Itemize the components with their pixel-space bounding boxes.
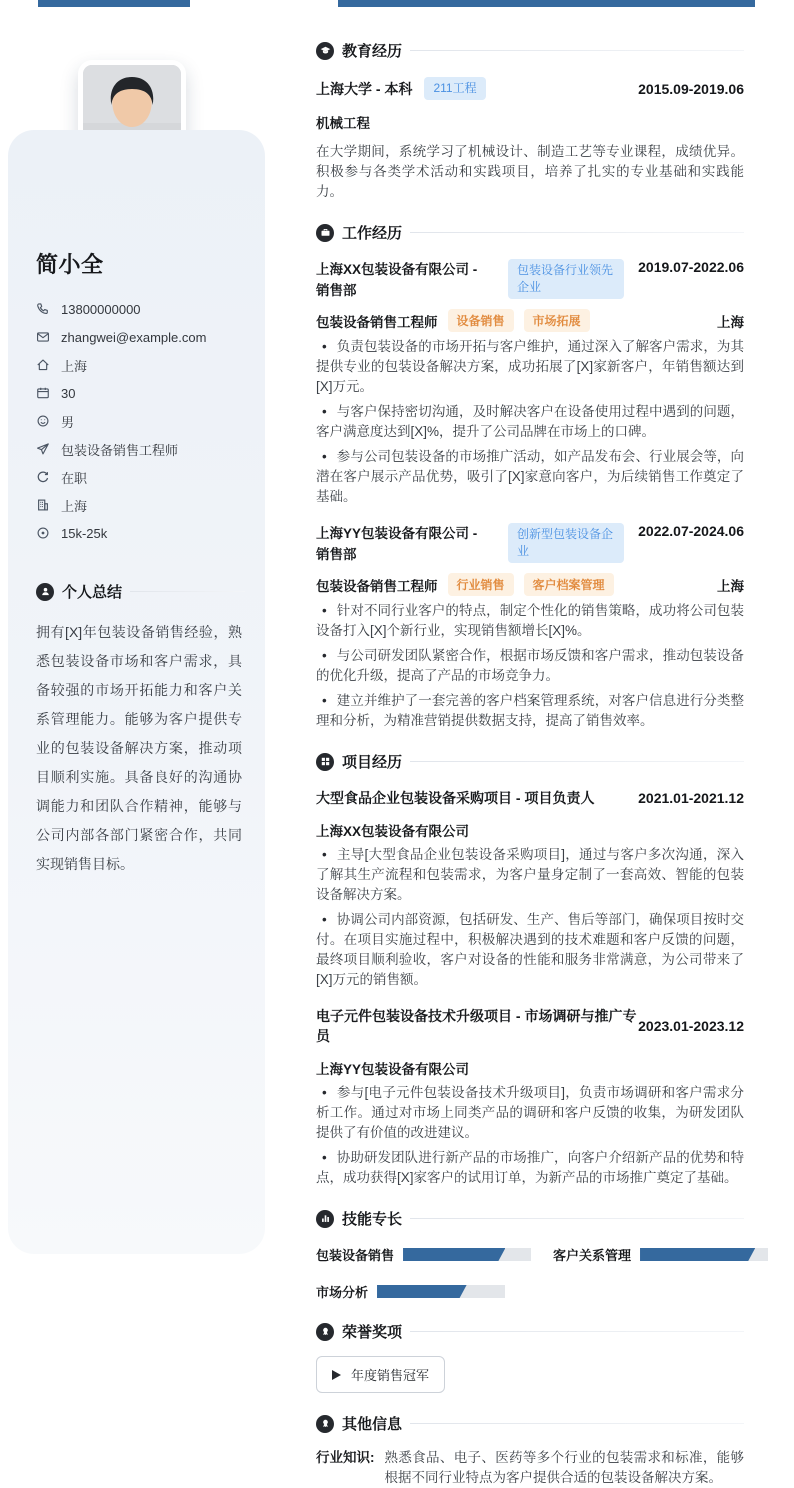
job-tag: 设备销售 xyxy=(448,309,514,332)
job-bullet: • 针对不同行业客户的特点，制定个性化的销售策略，成功将公司包装设备打入[X]个新行业，实现销售额增长[X]%。 xyxy=(316,601,744,641)
gender-icon xyxy=(36,414,50,428)
contact-age-value: 30 xyxy=(61,385,76,401)
other-header xyxy=(316,1413,744,1434)
contact-home-city xyxy=(36,351,245,379)
project-date: 2023.01-2023.12 xyxy=(638,1018,744,1034)
skill-item xyxy=(316,1245,531,1264)
candidate-name: 简小全 xyxy=(36,252,104,277)
job-bullets xyxy=(316,337,744,507)
education-entry-row xyxy=(316,77,744,100)
person-icon xyxy=(36,583,54,601)
graduation-cap-icon xyxy=(316,42,334,60)
job-tag: 客户档案管理 xyxy=(524,573,614,596)
education-title: 教育经历 xyxy=(342,43,403,60)
skill-label: 市场分析 xyxy=(316,1285,369,1300)
honors-header xyxy=(316,1321,744,1342)
main-column xyxy=(316,40,744,1488)
section-divider xyxy=(410,1423,744,1424)
honor-label: 年度销售冠军 xyxy=(351,1368,430,1383)
section-work xyxy=(316,222,744,731)
play-icon xyxy=(332,1370,341,1380)
other-title: 其他信息 xyxy=(342,1416,403,1433)
contact-email-value: zhangwei@example.com xyxy=(61,329,207,345)
section-divider xyxy=(410,1218,744,1219)
job-bullet: • 与客户保持密切沟通，及时解决客户在设备使用过程中遇到的问题，客户满意度达到[X]%，提升了公司品牌在市场上的口碑。 xyxy=(316,402,744,442)
projects-header xyxy=(316,751,744,772)
job-bullet: • 建立并维护了一套完善的客户档案管理系统，对客户信息进行分类整理和分析，为精准营销提供数据支持，提高了销售效率。 xyxy=(316,691,744,731)
contact-target-role xyxy=(36,435,245,463)
contact-gender xyxy=(36,407,245,435)
job-tag: 市场拓展 xyxy=(524,309,590,332)
summary-header xyxy=(36,581,245,602)
status-icon xyxy=(36,470,50,484)
age-icon xyxy=(36,386,50,400)
sidebar xyxy=(8,130,265,1254)
contact-age xyxy=(36,379,245,407)
work-title: 工作经历 xyxy=(342,225,403,242)
education-date: 2015.09-2019.06 xyxy=(638,80,744,97)
project-bullet: • 协调公司内部资源，包括研发、生产、售后等部门，确保项目按时交付。在项目实施过程中，积极解决遇到的技术难题和客户反馈的问题，最终项目顺利验收，客户对设备的性能和服务非常满意，为公司带来了[X]万元的销售额。 xyxy=(316,910,744,990)
section-education xyxy=(316,40,744,202)
skills-title: 技能专长 xyxy=(342,1211,403,1228)
contact-salary-value: 15k-25k xyxy=(61,525,108,541)
projects-title: 项目经历 xyxy=(342,754,403,771)
honor-chip[interactable] xyxy=(316,1356,445,1393)
home-icon xyxy=(36,358,50,372)
education-school: 上海大学 - 本科 xyxy=(316,80,413,97)
medal-icon xyxy=(316,1323,334,1341)
job-role: 包装设备销售工程师 xyxy=(316,314,438,330)
project-bullet: • 协助研发团队进行新产品的市场推广，向客户介绍新产品的优势和特点，成功获得[X]家客户的试用订单，为新产品的市场推广奠定了基础。 xyxy=(316,1148,744,1188)
project-bullet: • 主导[大型食品企业包装设备采购项目]，通过与客户多次沟通，深入了解其生产流程和包装需求，为客户量身定制了一套高效、智能的包装设备解决方案。 xyxy=(316,845,744,905)
education-description: 在大学期间，系统学习了机械设计、制造工艺等专业课程，成绩优异。积极参与各类学术活动和实践项目，培养了扎实的专业基础和实践能力。 xyxy=(316,144,744,199)
job-company-badge: 包装设备行业领先企业 xyxy=(508,259,624,299)
job-bullet: • 与公司研发团队紧密合作，根据市场反馈和客户需求，推动包装设备的优化升级，提高了产品的市场竞争力。 xyxy=(316,646,744,686)
other-info-text: 熟悉食品、电子、医药等多个行业的包装需求和标准，能够根据不同行业特点为客户提供合适的包装设备解决方案。 xyxy=(384,1450,744,1485)
section-divider xyxy=(410,1331,744,1332)
bar-chart-icon xyxy=(316,1210,334,1228)
section-skills xyxy=(316,1208,744,1301)
section-other xyxy=(316,1413,744,1488)
contact-status-value: 在职 xyxy=(61,470,88,486)
education-badge: 211工程 xyxy=(424,77,485,100)
contact-status xyxy=(36,463,245,491)
mail-icon xyxy=(36,330,50,344)
project-bullets xyxy=(316,845,744,990)
skill-label: 客户关系管理 xyxy=(553,1248,632,1263)
other-info-label: 行业知识: xyxy=(316,1450,375,1465)
salary-icon xyxy=(36,526,50,540)
contact-target-role-value: 包装设备销售工程师 xyxy=(61,442,179,458)
section-divider xyxy=(410,232,744,233)
grid-icon xyxy=(316,753,334,771)
job-company-badge: 创新型包装设备企业 xyxy=(508,523,624,563)
contact-list xyxy=(36,295,245,547)
job-role-row xyxy=(316,573,744,596)
job-bullet: • 参与公司包装设备的市场推广活动，如产品发布会、行业展会等，向潜在客户展示产品优势，吸引了[X]家意向客户，为后续销售工作奠定了基础。 xyxy=(316,447,744,507)
main-accent-bar xyxy=(338,0,755,7)
job-entry-header xyxy=(316,259,744,301)
job-entry-header xyxy=(316,523,744,565)
project-entry-header xyxy=(316,788,744,808)
job-bullets xyxy=(316,601,744,731)
contact-work-city xyxy=(36,491,245,519)
work-header xyxy=(316,222,744,243)
briefcase-icon xyxy=(316,224,334,242)
job-date: 2022.07-2024.06 xyxy=(638,523,744,539)
contact-salary xyxy=(36,519,245,547)
project-date: 2021.01-2021.12 xyxy=(638,790,744,806)
project-company: 上海XX包装设备有限公司 xyxy=(316,824,470,839)
contact-phone-value: 13800000000 xyxy=(61,301,141,317)
contact-gender-value: 男 xyxy=(61,414,75,430)
section-honors xyxy=(316,1321,744,1393)
section-divider xyxy=(410,761,744,762)
project-bullet: • 参与[电子元件包装设备技术升级项目]，负责市场调研和客户需求分析工作。通过对市场上同类产品的调研和客户反馈的收集，为研发团队提供了有价值的改进建议。 xyxy=(316,1083,744,1143)
skills-header xyxy=(316,1208,744,1229)
other-info-row xyxy=(316,1448,744,1488)
summary-section xyxy=(36,581,245,879)
project-name: 大型食品企业包装设备采购项目 - 项目负责人 xyxy=(316,790,595,806)
job-company: 上海XX包装设备有限公司 - 销售部 xyxy=(316,262,478,298)
job-location: 上海 xyxy=(717,314,744,330)
summary-title: 个人总结 xyxy=(62,584,123,601)
sidebar-accent-bar xyxy=(38,0,190,7)
skill-label: 包装设备销售 xyxy=(316,1248,395,1263)
job-bullet: • 负责包装设备的市场开拓与客户维护，通过深入了解客户需求，为其提供专业的包装设备解决方案，成功拓展了[X]家新客户，年销售额达到[X]万元。 xyxy=(316,337,744,397)
contact-phone xyxy=(36,295,245,323)
education-major: 机械工程 xyxy=(316,116,370,131)
section-divider xyxy=(130,591,245,592)
project-entry-header xyxy=(316,1006,744,1046)
phone-icon xyxy=(36,302,50,316)
building-icon xyxy=(36,498,50,512)
skill-item xyxy=(316,1282,531,1301)
skill-bar-track xyxy=(640,1248,768,1261)
skills-grid xyxy=(316,1245,744,1301)
project-name: 电子元件包装设备技术升级项目 - 市场调研与推广专员 xyxy=(316,1008,637,1044)
job-role-row xyxy=(316,309,744,332)
section-divider xyxy=(410,50,744,51)
skill-bar-fill xyxy=(640,1248,755,1261)
contact-home-value: 上海 xyxy=(61,358,88,374)
skill-bar-fill xyxy=(403,1248,505,1261)
summary-text: 拥有[X]年包装设备销售经验，熟悉包装设备市场和客户需求，具备较强的市场开拓能力和客户关系管理能力。能够为客户提供专业的包装设备解决方案，推动项目顺利实施。具备良好的沟通协调能力和团队合作精神，能够与公司内部各部门紧密合作，共同实现销售目标。 xyxy=(36,624,242,872)
job-location: 上海 xyxy=(717,578,744,594)
honors-title: 荣誉奖项 xyxy=(342,1324,403,1341)
job-company: 上海YY包装设备有限公司 - 销售部 xyxy=(316,526,478,562)
medal-icon xyxy=(316,1415,334,1433)
project-company: 上海YY包装设备有限公司 xyxy=(316,1062,470,1077)
skill-bar-track xyxy=(403,1248,531,1261)
skill-bar-track xyxy=(377,1285,505,1298)
job-tag: 行业销售 xyxy=(448,573,514,596)
contact-work-city-value: 上海 xyxy=(61,498,88,514)
contact-email xyxy=(36,323,245,351)
section-projects xyxy=(316,751,744,1188)
skill-item xyxy=(553,1245,768,1264)
job-role: 包装设备销售工程师 xyxy=(316,578,438,594)
education-header xyxy=(316,40,744,61)
paper-plane-icon xyxy=(36,442,50,456)
job-date: 2019.07-2022.06 xyxy=(638,259,744,275)
project-bullets xyxy=(316,1083,744,1188)
skill-bar-fill xyxy=(377,1285,467,1298)
